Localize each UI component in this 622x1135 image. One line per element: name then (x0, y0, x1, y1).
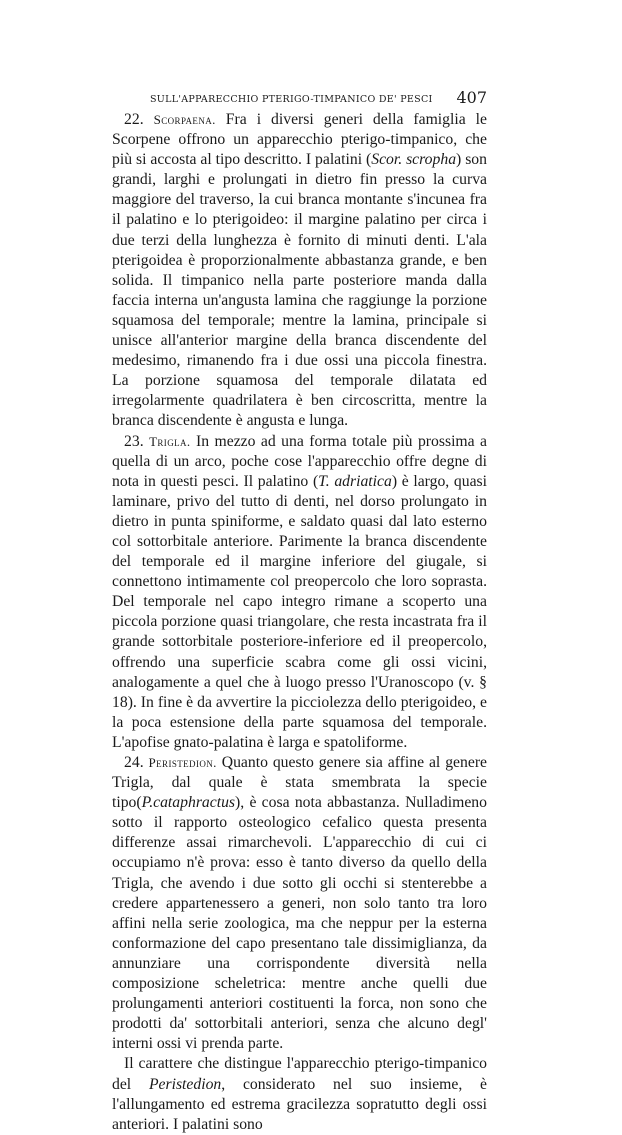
page-number: 407 (456, 88, 487, 107)
section-number: 22. (124, 111, 144, 128)
genus-name: Peristedion (148, 1075, 222, 1093)
species-name: T. adriatica (318, 472, 392, 490)
species-name: Scor. scropha (371, 151, 457, 169)
paragraph-text: Fra i diversi generi della famiglia le Scorpene offrono un apparecchio pterigo-timpanico, che più si accosta al tipo descritto. I palatini ( (112, 111, 487, 169)
paragraph-text: ), è cosa nota abbastanza. Nulladimeno sotto il rapporto osteologico cefalico questa presenta differenze assai rimarchevoli. L'apparecchio di cui ci occupiamo n'è prova: esso è tanto diverso da quello della Trigla, che avendo i due sotto gli occhi si stenterebbe a credere appartenessero a generi, non solo tanto tra loro affini nella serie zoologica, ma che neppur per la esterna conformazione del capo presentano tale dissimiglianza, da annunziare una corrispondente diversità nella composizione scheletrica: mentre anche quelli due prolungamenti anteriori costituenti la forca, non sono che prodotti da' sottorbitali anteriori, senza che alcuno degl' interni ossi vi prenda parte. (112, 794, 487, 1053)
page-header (112, 88, 487, 110)
paragraph-text: ) è largo, quasi laminare, privo del tutto di denti, nel dorso prolungato in dietro in punta spiniforme, e saldato quasi dal lato esterno col sottorbitale anteriore. Parimente la branca discendente del temporale ed il margine inferiore del giugale, si connettono intimamente col preopercolo che loro soprasta. Del temporale nel capo integro rimane a scoperto una piccola porzione quasi triangolare, che resta incastrata fra il grande sottorbitale posteriore-inferiore ed il preopercolo, offrendo una superficie scabra come gli ossi vicini, analogamente a quel che à luogo presso l'Uranoscopo (v. § 18). In fine è da avvertire la picciolezza dello pterigoideo, e la poca estensione della parte squamosa del temporale. L'apofise gnato-palatina è larga e spatoliforme. (112, 472, 488, 751)
paragraph-22-scorpaena (112, 110, 487, 432)
body-text (112, 110, 487, 1135)
section-number: 23. (124, 432, 144, 450)
paragraph-text: Il carattere che distingue l'apparecchio pterigo-timpanico del (112, 1055, 487, 1093)
paragraph-text: , considerato nel suo insieme, è l'allungamento ed estrema gracilezza sopratutto degli ossi anteriori. I palatini sono (112, 1075, 487, 1133)
genus-heading: Scorpaena. (153, 112, 216, 127)
species-name: P.cataphractus (141, 794, 236, 812)
genus-heading: Trigla. (149, 433, 191, 449)
paragraph-text: Quanto questo genere sia affine al genere Trigla, dal quale è stata smembrata la specie tipo( (112, 754, 488, 812)
paragraph-text: ) son grandi, larghi e prolungati in dietro fin presso la curva maggiore del traverso, la cui branca montante s'incunea fra il palatino e lo pterigoideo: il margine palatino per circa i due terzi della lunghezza è fornito di minuti denti. L'ala pterigoidea è proporzionalmente abbastanza grande, e ben solida. Il timpanico nella parte posteriore manda dalla faccia interna un'angusta lamina che raggiunge la porzione squamosa del temporale; mentre la lamina, principale si unisce all'anterior margine della branca discendente del medesimo, rimanendo fra i due ossi una piccola finestra. La porzione squamosa del temporale dilatata ed irregolarmente quadrilatera è ben circoscritta, mentre la branca discendente è angusta e lunga. (112, 151, 487, 430)
paragraph-text: In mezzo ad una forma totale più prossima a quella di un arco, poche cose l'apparecchio offre degne di nota in questi pesci. Il palatino ( (112, 432, 488, 490)
paragraph-24-peristedion (112, 753, 487, 1054)
paragraph-25 (112, 1054, 487, 1134)
section-number: 24. (124, 754, 144, 771)
paragraph-23-trigla (112, 432, 487, 754)
running-head: SULL'APPARECCHIO PTERIGO-TIMPANICO DE' PESCI (150, 94, 433, 105)
genus-heading: Peristedion. (148, 755, 217, 770)
